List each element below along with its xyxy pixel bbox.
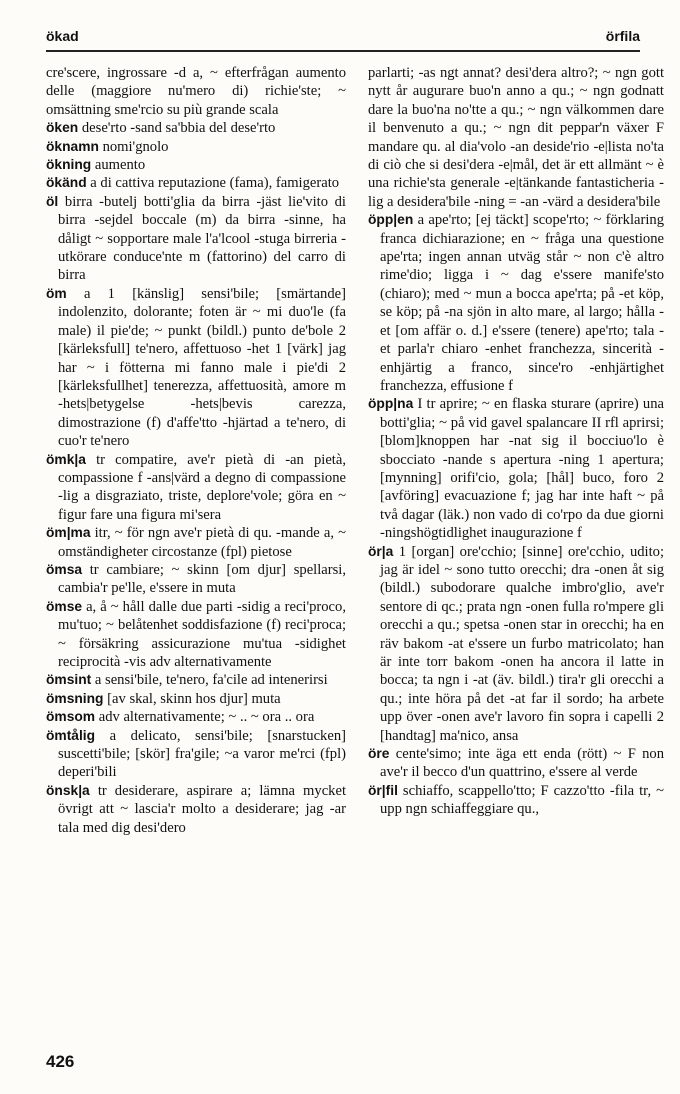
entry-definition: parlarti; -as ngt annat? desi'dera altro?; ~ ngn gott nytt år augurare buo'n anno a qu.; ~ ngn godnatt dare la buo'na no'tte a qu.; ~ ngn välkommen dare il benvenuto a qu.; ~ ngn dit peppar'n växer F mandare qu. al dia'volo -an deside'rio -e|lista no'ta di ciò che si desi'dera -e|mål, det är ett allmänt ~ è una richie'sta generale -e|tänkande fantasticheria -lig a desidera'bile -ning = -an -värd a desidera'bile xyxy=(368,65,664,210)
dictionary-entry xyxy=(46,451,346,525)
header-rule xyxy=(46,50,640,52)
entry-definition: tr desiderare, aspirare a; lämna mycket övrigt att ~ lascia'r molto a desiderare; jag -ar tala med dig desi'dero xyxy=(58,782,347,836)
entry-definition: dese'rto -sand sa'bbia del dese'rto xyxy=(81,120,276,137)
dictionary-entry xyxy=(46,708,346,726)
dictionary-entry xyxy=(46,690,346,708)
entry-definition: adv alternativamente; ~ .. ~ ora .. ora xyxy=(98,709,315,726)
entry-definition: schiaffo, scappello'tto; F cazzo'tto -fila tr, ~ upp ngn schiaffeggiare qu., xyxy=(380,782,664,818)
dictionary-entry xyxy=(46,561,346,598)
dictionary-entry xyxy=(46,193,346,285)
entry-definition: tr cambiare; ~ skinn [om djur] spellarsi, cambia'r pe'lle, e'ssere in muta xyxy=(58,561,347,597)
dictionary-entry xyxy=(46,138,346,156)
entry-definition: cente'simo; inte äga ett enda (rött) ~ F non ave'r il becco d'un quattrino, e'ssere al verde xyxy=(380,746,664,781)
entry-definition: [av skal, skinn hos djur] muta xyxy=(107,690,281,707)
entry-headword: öl xyxy=(46,193,59,209)
dictionary-entry xyxy=(46,285,346,451)
dictionary-entry xyxy=(46,727,346,782)
entry-headword: ör|fil xyxy=(368,782,398,798)
dictionary-entry xyxy=(46,524,346,561)
dictionary-entry xyxy=(368,745,664,782)
entry-headword: öpp|na xyxy=(368,396,414,412)
entry-definition: a ape'rto; [ej täckt] scope'rto; ~ förklaring franca dichiarazione; en ~ fråga una questione ape'rta; ingen annan utväg står ~ non c'è altro rime'dio; ligga i ~ dag e'ssere manife'sto (chiaro); med ~ mun a bocca ape'rta; på -et köp, se köp; på -na sjön in alto mare, al largo; hålla -et [om affär o. d.] e'ssere (tenere) ape'rto; tala -et parla'r chiaro -enhet franchezza, sincerità -enhjärtig a franco, since'ro -enhjärtighet franchezza, effusione f xyxy=(380,212,664,394)
entry-definition: itr, ~ för ngn ave'r pietà di qu. -mande a, ~ omständigheter circostanze (fpl) pietose xyxy=(58,525,346,560)
entry-definition: a 1 [känslig] sensi'bile; [smärtande] indolenzito, dolorante; foten är ~ mi duo'le (fa male) il pie'de; ~ punkt (bildl.) punto de'bole 2 [kärleksfull] te'nero, affettuoso -het 1 [värk] jag har ~ i fötterna mi fanno male i pie'di 2 [kärleksfullhet] tenerezza, affettuosità, amore m -hets|betygelse -hets|bevis carezza, dimostrazione (f) d'affe'tto -hjärtad a te'nero, di cuo'r te'nero xyxy=(58,285,346,450)
running-header xyxy=(46,24,640,48)
dictionary-entry xyxy=(46,671,346,689)
entry-definition: a, å ~ håll dalle due parti -sidig a reci'proco, mu'tuo; ~ belåtenhet soddisfazione (f) reci'proca; ~ försäkring assicurazione mu'tua -sidighet reciprocità -vis adv alternativamente xyxy=(58,598,346,670)
entry-definition: a di cattiva reputazione (fama), famigerato xyxy=(90,175,340,192)
entry-headword: öm|ma xyxy=(46,525,91,541)
entry-definition: cre'scere, ingrossare -d a, ~ efterfrågan aumento delle (maggiore nu'mero di) richie'ste; ~ omsättning sme'rcio su più grande scala xyxy=(46,65,346,118)
dictionary-entry xyxy=(368,64,664,211)
entry-headword: öken xyxy=(46,120,79,136)
entry-headword: öpp|en xyxy=(368,212,414,228)
dictionary-entry xyxy=(368,211,664,395)
entry-definition: 1 [organ] ore'cchio; [sinne] ore'cchio, udito; jag är idel ~ sono tutto orecchi; dra -onen åt sig (bildl.) subodorare qualche imbro'glio, ave'r sentore di qc.; prata ngn -onen fulla ro'mpere gli orecchi a qu.; spetsa -onen star in orecchi; ha en räv bakom -at e'ssere un furbo matricolato; han är inte torr bakom -onen ha ancora il latte in bocca; ta ngn i -at (äv. bildl.) tira'r gli orecchi a qu.; inte höra på det -at far il sordo; ha arbete upp över -onen ave'r lavoro fin sopra i capelli 2 [handtag] ma'nico, ansa xyxy=(380,543,664,744)
dictionary-entry xyxy=(46,174,346,192)
entry-definition: tr compatire, ave'r pietà di -an pietà, compassione f -ans|värd a degno di compassione -lig a disgraziato, triste, deplore'vole; göra en ~ figur fare una figura mi'sera xyxy=(58,451,346,523)
entry-headword: önsk|a xyxy=(46,782,90,798)
right-column xyxy=(368,64,664,819)
dictionary-entry xyxy=(46,64,346,119)
entry-headword: ömtålig xyxy=(46,727,96,743)
dictionary-entry xyxy=(46,782,346,837)
entry-headword: ökänd xyxy=(46,175,87,191)
entry-definition: a sensi'bile, te'nero, fa'cile ad intenerirsi xyxy=(94,672,328,689)
left-column xyxy=(46,64,346,837)
page-number: 426 xyxy=(46,1052,75,1071)
entry-headword: ömsa xyxy=(46,561,83,577)
entry-headword: ömsning xyxy=(46,690,104,706)
entry-headword: öm xyxy=(46,285,67,301)
entry-headword: ömk|a xyxy=(46,451,86,467)
dictionary-entry xyxy=(46,598,346,672)
entry-headword: öknamn xyxy=(46,138,99,154)
entry-definition: birra -butelj botti'glia da birra -jäst lie'vito di birra -sejdel boccale (m) da birra -sinne, ha dåligt ~ sopportare male l'a'lcool -stuga birreria -utkörare conduce'nte m (fattorino) del carro di birra xyxy=(58,193,346,284)
entry-definition: aumento xyxy=(94,157,146,174)
dictionary-entry xyxy=(46,119,346,137)
entry-definition: I tr aprire; ~ en flaska sturare (aprire) una botti'glia; ~ på vid gavel spalancare II rfl aprirsi; [blom]knoppen har -nat sig il bocciuo'lo è sbocciato -nande s apertura -ning 1 apertura; [mynning] orifi'cio, gola; [hål] buco, foro 2 [avföring] evacuazione f; jag har inte haft ~ på två dagar (läk.) non vado di co'rpo da due giorni -ningshögtidlighet inaugurazione f xyxy=(380,396,664,542)
header-first-word: ökad xyxy=(46,28,79,44)
entry-headword: ömse xyxy=(46,598,83,614)
dictionary-entry xyxy=(368,395,664,542)
entry-headword: ömsint xyxy=(46,672,92,688)
entry-headword: ör|a xyxy=(368,543,394,559)
entry-definition: a delicato, sensi'bile; [snarstucken] suscetti'bile; [skör] fra'gile; ~a varor me'rci (fpl) deperi'bili xyxy=(58,727,346,781)
header-last-word: örfila xyxy=(605,28,640,44)
entry-definition: nomi'gnolo xyxy=(102,138,169,155)
entry-headword: ökning xyxy=(46,157,92,173)
dictionary-entry xyxy=(368,543,664,745)
entry-headword: ömsom xyxy=(46,709,96,725)
dictionary-entry xyxy=(46,156,346,174)
dictionary-entry xyxy=(368,782,664,819)
entry-headword: öre xyxy=(368,746,390,762)
